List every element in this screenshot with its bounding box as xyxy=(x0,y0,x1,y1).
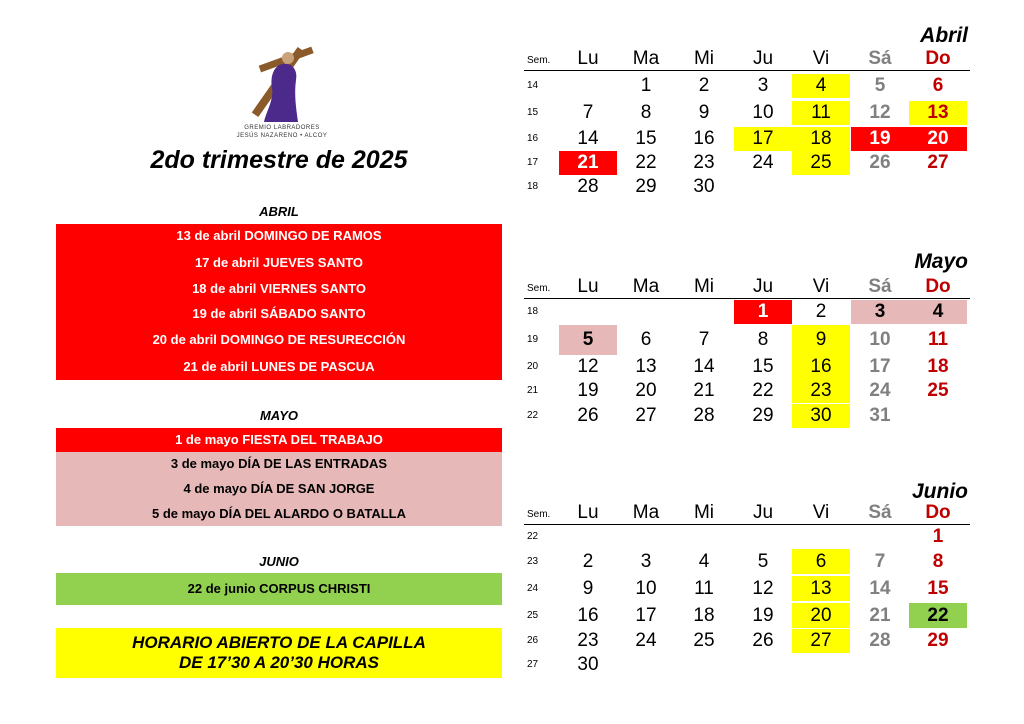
weekday-header: Mi xyxy=(693,502,715,523)
weekday-header: Ju xyxy=(752,502,774,523)
week-number: 21 xyxy=(527,385,539,396)
weekday-header: Ma xyxy=(632,48,660,69)
weekday-header: Lu xyxy=(577,48,599,69)
week-number: 26 xyxy=(527,635,539,646)
month-name-abril: Abril xyxy=(920,24,968,47)
day-cell: 8 xyxy=(757,329,769,350)
day-cell: 3 xyxy=(757,75,769,96)
day-cell: 16 xyxy=(792,355,850,379)
event-item: 18 de abril VIERNES SANTO xyxy=(192,281,366,296)
event-item: 4 de mayo DÍA DE SAN JORGE xyxy=(183,481,375,496)
day-cell: 15 xyxy=(752,356,774,377)
day-cell: 18 xyxy=(792,127,850,151)
event-item: 21 de abril LUNES DE PASCUA xyxy=(183,359,375,374)
day-cell: 10 xyxy=(869,329,891,350)
day-cell: 22 xyxy=(752,380,774,401)
day-cell: 28 xyxy=(693,405,715,426)
mayo-events-block xyxy=(56,452,502,526)
week-number: 18 xyxy=(527,181,539,192)
day-cell: 25 xyxy=(792,151,850,175)
day-cell: 11 xyxy=(694,578,714,599)
day-cell: 7 xyxy=(874,551,886,572)
week-number: 15 xyxy=(527,107,539,118)
day-cell: 3 xyxy=(851,300,909,324)
day-cell: 14 xyxy=(869,578,891,599)
weekday-header: Ma xyxy=(632,276,660,297)
weekday-header: Sá xyxy=(868,48,892,69)
day-cell: 23 xyxy=(693,152,715,173)
day-cell: 6 xyxy=(932,75,944,96)
quarter-title: 2do trimestre de 2025 xyxy=(150,146,408,174)
day-cell: 17 xyxy=(869,356,891,377)
day-cell: 19 xyxy=(752,605,774,626)
day-cell: 16 xyxy=(577,605,599,626)
day-cell: 2 xyxy=(815,301,827,322)
day-cell: 26 xyxy=(577,405,599,426)
event-item: 20 de abril DOMINGO DE RESURECCIÓN xyxy=(152,332,406,347)
day-cell: 3 xyxy=(640,551,652,572)
day-cell: 23 xyxy=(792,379,850,403)
day-cell: 15 xyxy=(635,128,657,149)
event-item: 19 de abril SÁBADO SANTO xyxy=(192,306,366,321)
day-cell: 6 xyxy=(640,329,652,350)
day-cell: 13 xyxy=(909,101,967,125)
day-cell: 16 xyxy=(693,128,715,149)
day-cell: 21 xyxy=(559,151,617,175)
day-cell: 25 xyxy=(693,630,715,651)
day-cell: 4 xyxy=(792,74,850,98)
weekday-header: Vi xyxy=(812,48,830,69)
day-cell: 12 xyxy=(752,578,774,599)
day-cell: 7 xyxy=(698,329,710,350)
day-cell: 29 xyxy=(752,405,774,426)
day-cell: 1 xyxy=(640,75,652,96)
day-cell: 23 xyxy=(577,630,599,651)
day-cell: 17 xyxy=(734,127,792,151)
section-title-abril: ABRIL xyxy=(259,204,299,219)
day-cell: 9 xyxy=(582,578,594,599)
month-name-mayo: Mayo xyxy=(914,250,968,273)
day-cell: 4 xyxy=(909,300,967,324)
logo-caption xyxy=(222,124,342,140)
day-cell: 21 xyxy=(869,605,891,626)
week-number: 20 xyxy=(527,361,539,372)
weekday-header: Mi xyxy=(693,48,715,69)
day-cell: 24 xyxy=(869,380,891,401)
chapel-hours-banner xyxy=(56,628,502,678)
day-cell: 27 xyxy=(635,405,657,426)
weekday-header: Vi xyxy=(812,502,830,523)
day-cell: 12 xyxy=(869,102,891,123)
event-item: 5 de mayo DÍA DEL ALARDO O BATALLA xyxy=(152,506,406,521)
day-cell: 1 xyxy=(734,300,792,324)
day-cell: 19 xyxy=(577,380,599,401)
day-cell: 9 xyxy=(698,102,710,123)
day-cell: 10 xyxy=(635,578,657,599)
weekday-header: Sá xyxy=(868,276,892,297)
day-cell: 19 xyxy=(851,127,909,151)
weekday-header: Do xyxy=(925,48,951,69)
week-number: 25 xyxy=(527,610,539,621)
month-name-junio: Junio xyxy=(912,480,968,503)
day-cell: 22 xyxy=(909,603,967,628)
day-cell: 5 xyxy=(757,551,769,572)
header-divider xyxy=(524,298,970,299)
day-cell: 5 xyxy=(874,75,886,96)
logo-line2: JESÚS NAZARENO • ALCOY xyxy=(236,133,328,139)
day-cell: 25 xyxy=(927,380,949,401)
weekday-header: Lu xyxy=(577,276,599,297)
day-cell: 18 xyxy=(927,356,949,377)
day-cell: 31 xyxy=(869,405,891,426)
weekday-header: Vi xyxy=(812,276,830,297)
week-number: 14 xyxy=(527,80,539,91)
week-number: 24 xyxy=(527,583,539,594)
day-cell: 12 xyxy=(577,356,599,377)
week-number: 19 xyxy=(527,334,539,345)
week-header: Sem. xyxy=(527,55,551,66)
event-item: 13 de abril DOMINGO DE RAMOS xyxy=(176,228,382,243)
day-cell: 13 xyxy=(635,356,657,377)
day-cell: 24 xyxy=(752,152,774,173)
day-cell: 13 xyxy=(792,576,850,601)
day-cell: 29 xyxy=(927,630,949,651)
day-cell: 20 xyxy=(909,127,967,151)
day-cell: 22 xyxy=(635,152,657,173)
week-number: 17 xyxy=(527,157,539,168)
header-divider xyxy=(524,524,970,525)
day-cell: 24 xyxy=(635,630,657,651)
logo-line1: GREMIO LABRADORES xyxy=(244,125,320,131)
week-number: 22 xyxy=(527,410,539,421)
day-cell: 26 xyxy=(752,630,774,651)
day-cell: 5 xyxy=(559,325,617,355)
day-cell: 9 xyxy=(792,325,850,355)
day-cell: 15 xyxy=(927,578,949,599)
section-title-junio: JUNIO xyxy=(259,554,299,569)
day-cell: 4 xyxy=(698,551,710,572)
day-cell: 2 xyxy=(582,551,594,572)
day-cell: 20 xyxy=(792,603,850,628)
hours-line1: HORARIO ABIERTO DE LA CAPILLA xyxy=(132,633,426,652)
day-cell: 17 xyxy=(635,605,657,626)
day-cell: 14 xyxy=(577,128,599,149)
day-cell: 30 xyxy=(792,404,850,428)
day-cell: 21 xyxy=(693,380,715,401)
day-cell: 29 xyxy=(635,176,657,197)
weekday-header: Do xyxy=(925,276,951,297)
day-cell: 26 xyxy=(869,152,891,173)
week-header: Sem. xyxy=(527,509,551,520)
section-title-mayo: MAYO xyxy=(259,408,299,423)
day-cell: 6 xyxy=(792,549,850,574)
week-number: 23 xyxy=(527,556,539,567)
event-item: 3 de mayo DÍA DE LAS ENTRADAS xyxy=(170,456,388,471)
day-cell: 10 xyxy=(752,102,774,123)
weekday-header: Ju xyxy=(752,276,774,297)
day-cell: 18 xyxy=(693,605,715,626)
day-cell: 27 xyxy=(927,152,949,173)
week-number: 27 xyxy=(527,659,539,670)
header-divider xyxy=(524,70,970,71)
abril-events-block xyxy=(56,224,502,380)
day-cell: 8 xyxy=(932,551,944,572)
day-cell: 20 xyxy=(635,380,657,401)
day-cell: 7 xyxy=(582,102,594,123)
day-cell: 2 xyxy=(698,75,710,96)
day-cell: 27 xyxy=(792,629,850,653)
weekday-header: Sá xyxy=(868,502,892,523)
weekday-header: Ju xyxy=(752,48,774,69)
day-cell: 30 xyxy=(577,654,599,675)
day-cell: 11 xyxy=(927,329,949,350)
day-cell: 28 xyxy=(869,630,891,651)
hours-line2: DE 17’30 A 20’30 HORAS xyxy=(179,653,379,672)
event-item: 1 de mayo FIESTA DEL TRABAJO xyxy=(56,428,502,452)
week-number: 16 xyxy=(527,133,539,144)
day-cell: 1 xyxy=(932,526,944,547)
week-number: 18 xyxy=(527,306,539,317)
weekday-header: Do xyxy=(925,502,951,523)
weekday-header: Ma xyxy=(632,502,660,523)
event-item: 17 de abril JUEVES SANTO xyxy=(194,255,364,270)
day-cell: 30 xyxy=(693,176,715,197)
day-cell: 28 xyxy=(577,176,599,197)
day-cell: 14 xyxy=(693,356,715,377)
event-item: 22 de junio CORPUS CHRISTI xyxy=(56,573,502,605)
weekday-header: Mi xyxy=(693,276,715,297)
week-number: 22 xyxy=(527,531,539,542)
week-header: Sem. xyxy=(527,283,551,294)
day-cell: 11 xyxy=(792,101,850,125)
weekday-header: Lu xyxy=(577,502,599,523)
day-cell: 8 xyxy=(640,102,652,123)
